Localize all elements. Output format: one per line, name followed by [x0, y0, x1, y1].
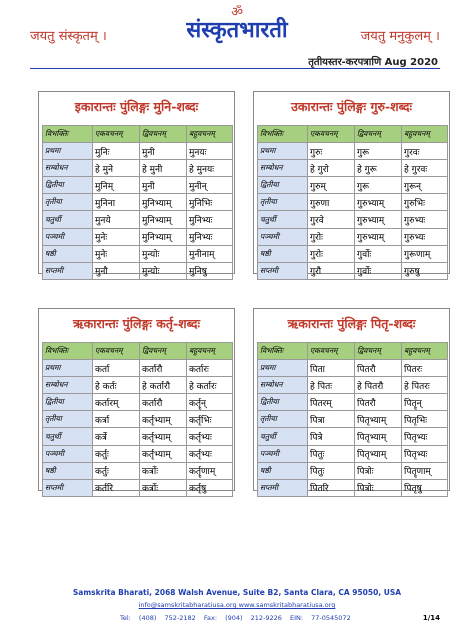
table-row: [43, 428, 233, 445]
header-right-motto: जयतु मनुकुलम् ।: [360, 29, 440, 44]
form-cell: कर्त्रा: [93, 411, 140, 428]
form-cell: कर्तृभ्याम्: [140, 428, 187, 445]
case-label: सप्तमी: [258, 479, 308, 496]
table-row: [258, 262, 448, 279]
table-row: [43, 360, 233, 377]
case-label: प्रथमा: [258, 360, 308, 377]
form-cell: मुनी: [140, 177, 187, 194]
table-row: [258, 245, 448, 262]
declension-table: [42, 342, 233, 497]
case-label: तृतीया: [258, 194, 308, 211]
form-cell: पितुः: [308, 445, 355, 462]
form-cell: मुनेः: [93, 245, 140, 262]
case-label: पञ्चमी: [43, 445, 93, 462]
form-cell: पितरौ: [355, 394, 402, 411]
form-cell: पित्रे: [308, 428, 355, 445]
case-label: सम्बोधन: [258, 160, 308, 177]
column-header: एकवचनम्: [93, 343, 140, 360]
case-label: सम्बोधन: [43, 377, 93, 394]
declension-panel-muni: [38, 91, 235, 278]
table-row: [43, 211, 233, 228]
column-header: एकवचनम्: [308, 126, 355, 143]
case-label: सप्तमी: [43, 262, 93, 279]
table-row: [258, 211, 448, 228]
case-label: सप्तमी: [43, 479, 93, 496]
form-cell: पितृभ्यः: [402, 445, 448, 462]
form-cell: पितॄन्: [402, 394, 448, 411]
form-cell: हे गुरो: [308, 160, 355, 177]
form-cell: कर्त्रे: [93, 428, 140, 445]
form-cell: मुनेः: [93, 228, 140, 245]
column-header: द्विवचनम्: [140, 343, 187, 360]
form-cell: मुनिभिः: [187, 194, 233, 211]
case-label: तृतीया: [43, 411, 93, 428]
form-cell: कर्तुः: [93, 445, 140, 462]
table-row: [43, 143, 233, 160]
form-cell: गुरुभ्यः: [402, 211, 448, 228]
form-cell: कर्तृभ्यः: [187, 428, 233, 445]
case-label: प्रथमा: [43, 143, 93, 160]
form-cell: गुरुभ्याम्: [355, 194, 402, 211]
form-cell: कर्तारम्: [93, 394, 140, 411]
case-label: षष्ठी: [43, 462, 93, 479]
footer-contact: [120, 614, 351, 622]
form-cell: कर्तुः: [93, 462, 140, 479]
table-row: [258, 445, 448, 462]
form-cell: पितॄणाम्: [402, 462, 448, 479]
table-row: [43, 411, 233, 428]
form-cell: गुरोः: [308, 245, 355, 262]
table-row: [258, 360, 448, 377]
table-row: [43, 194, 233, 211]
panel-title: इकारान्तः पुंलिङ्गः मुनि-शब्दः: [74, 99, 199, 114]
column-header: विभक्तिः: [258, 126, 308, 143]
table-row: [258, 228, 448, 245]
table-header-row: [43, 343, 233, 360]
form-cell: गुरून्: [402, 177, 448, 194]
table-row: [258, 411, 448, 428]
form-cell: मुन्योः: [140, 262, 187, 279]
case-label: द्वितीया: [258, 177, 308, 194]
form-cell: पित्रा: [308, 411, 355, 428]
form-cell: हे मुनयः: [187, 160, 233, 177]
om-symbol: ॐ: [231, 5, 243, 20]
form-cell: हे पितः: [308, 377, 355, 394]
case-label: सम्बोधन: [258, 377, 308, 394]
declension-panel-pitri: [253, 308, 450, 495]
column-header: एकवचनम्: [93, 126, 140, 143]
column-header: बहुवचनम्: [187, 126, 233, 143]
column-header: द्विवचनम्: [355, 126, 402, 143]
table-row: [43, 479, 233, 496]
case-label: प्रथमा: [43, 360, 93, 377]
form-cell: गुरूणाम्: [402, 245, 448, 262]
column-header: बहुवचनम्: [402, 126, 448, 143]
page-header: [0, 0, 474, 90]
footer-links: [0, 601, 474, 609]
form-cell: हे कर्तारः: [187, 377, 233, 394]
declension-panel-kartri: [38, 308, 235, 495]
form-cell: कर्तॄन्: [187, 394, 233, 411]
table-row: [43, 377, 233, 394]
form-cell: मुनिभ्याम्: [140, 228, 187, 245]
form-cell: पितृभ्यः: [402, 428, 448, 445]
declension-table: [257, 342, 448, 497]
form-cell: गुरवः: [402, 143, 448, 160]
worksheet-subtitle: तृतीयस्तर-करपत्राणि Aug 2020: [308, 57, 438, 68]
form-cell: पितृभिः: [402, 411, 448, 428]
form-cell: मुनौ: [93, 262, 140, 279]
declension-table: [42, 125, 233, 280]
footer-website-link[interactable]: www.samskritabharatiusa.org: [238, 601, 336, 609]
form-cell: कर्त्रोः: [140, 462, 187, 479]
form-cell: कर्तृभिः: [187, 411, 233, 428]
case-label: चतुर्थी: [258, 211, 308, 228]
form-cell: हे कर्तः: [93, 377, 140, 394]
form-cell: गुरुषु: [402, 262, 448, 279]
panel-title: ऋकारान्तः पुंलिङ्गः कर्तृ-शब्दः: [72, 316, 201, 331]
table-row: [43, 228, 233, 245]
case-label: द्वितीया: [43, 394, 93, 411]
form-cell: कर्तारः: [187, 360, 233, 377]
table-row: [258, 462, 448, 479]
case-label: चतुर्थी: [43, 211, 93, 228]
case-label: द्वितीया: [43, 177, 93, 194]
form-cell: पितृषु: [402, 479, 448, 496]
form-cell: गुरोः: [308, 228, 355, 245]
form-cell: गुरौ: [308, 262, 355, 279]
table-header-row: [258, 343, 448, 360]
table-row: [43, 177, 233, 194]
column-header: बहुवचनम्: [402, 343, 448, 360]
case-label: षष्ठी: [43, 245, 93, 262]
footer-ein: EIN: 77-0545072: [290, 614, 351, 622]
form-cell: गुरुभ्याम्: [355, 211, 402, 228]
footer-tel: Tel: (408) 752-2182: [120, 614, 196, 622]
case-label: सप्तमी: [258, 262, 308, 279]
form-cell: गुरुणा: [308, 194, 355, 211]
table-row: [258, 428, 448, 445]
table-row: [258, 194, 448, 211]
table-header-row: [43, 126, 233, 143]
form-cell: हे पितरौ: [355, 377, 402, 394]
form-cell: मुनिः: [93, 143, 140, 160]
declension-table: [257, 125, 448, 280]
table-header-row: [258, 126, 448, 143]
header-left-motto: जयतु संस्कृतम् ।: [30, 29, 107, 44]
case-label: प्रथमा: [258, 143, 308, 160]
form-cell: गुरुम्: [308, 177, 355, 194]
case-label: चतुर्थी: [43, 428, 93, 445]
table-row: [43, 245, 233, 262]
form-cell: कर्तॄणाम्: [187, 462, 233, 479]
case-label: पञ्चमी: [258, 445, 308, 462]
page-footer: [0, 578, 474, 632]
form-cell: पित्रोः: [355, 462, 402, 479]
form-cell: पितरम्: [308, 394, 355, 411]
column-header: बहुवचनम्: [187, 343, 233, 360]
column-header: विभक्तिः: [258, 343, 308, 360]
form-cell: गुरुभिः: [402, 194, 448, 211]
table-row: [258, 143, 448, 160]
case-label: षष्ठी: [258, 245, 308, 262]
form-cell: कर्तारौ: [140, 360, 187, 377]
form-cell: कर्तृभ्याम्: [140, 411, 187, 428]
column-header: विभक्तिः: [43, 343, 93, 360]
form-cell: कर्तृषु: [187, 479, 233, 496]
case-label: षष्ठी: [258, 462, 308, 479]
form-cell: हे मुने: [93, 160, 140, 177]
form-cell: हे पितरः: [402, 377, 448, 394]
table-row: [43, 160, 233, 177]
form-cell: कर्त्रोः: [140, 479, 187, 496]
form-cell: हे कर्तारौ: [140, 377, 187, 394]
table-row: [258, 394, 448, 411]
form-cell: गुर्वोः: [355, 262, 402, 279]
case-label: तृतीया: [43, 194, 93, 211]
form-cell: पितरः: [402, 360, 448, 377]
form-cell: मुनिना: [93, 194, 140, 211]
form-cell: गुरू: [355, 177, 402, 194]
form-cell: हे मुनी: [140, 160, 187, 177]
form-cell: पितरौ: [355, 360, 402, 377]
table-row: [258, 479, 448, 496]
form-cell: हे गुरू: [355, 160, 402, 177]
form-cell: मुनिभ्यः: [187, 228, 233, 245]
form-cell: पित्रोः: [355, 479, 402, 496]
form-cell: कर्तृभ्याम्: [140, 445, 187, 462]
form-cell: पितृभ्याम्: [355, 411, 402, 428]
form-cell: कर्ता: [93, 360, 140, 377]
form-cell: कर्तारौ: [140, 394, 187, 411]
column-header: द्विवचनम्: [140, 126, 187, 143]
case-label: पञ्चमी: [258, 228, 308, 245]
table-row: [258, 177, 448, 194]
case-label: सम्बोधन: [43, 160, 93, 177]
form-cell: मुनीनाम्: [187, 245, 233, 262]
declension-panel-guru: [253, 91, 450, 278]
form-cell: मुनये: [93, 211, 140, 228]
table-row: [43, 262, 233, 279]
table-row: [43, 445, 233, 462]
header-divider: [30, 68, 440, 69]
brand-title: संस्कृतभारती: [186, 18, 288, 43]
column-header: एकवचनम्: [308, 343, 355, 360]
table-row: [258, 377, 448, 394]
form-cell: मुनी: [140, 143, 187, 160]
table-row: [43, 394, 233, 411]
table-row: [43, 462, 233, 479]
form-cell: पितरि: [308, 479, 355, 496]
form-cell: मुनिभ्यः: [187, 211, 233, 228]
form-cell: मुन्योः: [140, 245, 187, 262]
column-header: द्विवचनम्: [355, 343, 402, 360]
form-cell: पितृभ्याम्: [355, 445, 402, 462]
page-number: 1/14: [422, 614, 440, 622]
form-cell: मुनीन्: [187, 177, 233, 194]
panel-title: ऋकारान्तः पुंलिङ्गः पितृ-शब्दः: [287, 316, 416, 331]
form-cell: गुरुभ्यः: [402, 228, 448, 245]
case-label: पञ्चमी: [43, 228, 93, 245]
form-cell: पितुः: [308, 462, 355, 479]
form-cell: गुरुः: [308, 143, 355, 160]
form-cell: मुनिभ्याम्: [140, 194, 187, 211]
footer-address: Samskrita Bharati, 2068 Walsh Avenue, Suite B2, Santa Clara, CA 95050, USA: [72, 588, 402, 597]
form-cell: मुनयः: [187, 143, 233, 160]
form-cell: गुर्वोः: [355, 245, 402, 262]
form-cell: गुरवे: [308, 211, 355, 228]
form-cell: मुनिभ्याम्: [140, 211, 187, 228]
form-cell: हे गुरवः: [402, 160, 448, 177]
form-cell: गुरुभ्याम्: [355, 228, 402, 245]
form-cell: मुनिम्: [93, 177, 140, 194]
case-label: तृतीया: [258, 411, 308, 428]
form-cell: पितृभ्याम्: [355, 428, 402, 445]
table-row: [258, 160, 448, 177]
column-header: विभक्तिः: [43, 126, 93, 143]
panel-title: उकारान्तः पुंलिङ्गः गुरु-शब्दः: [290, 99, 413, 114]
form-cell: पिता: [308, 360, 355, 377]
case-label: चतुर्थी: [258, 428, 308, 445]
form-cell: गुरू: [355, 143, 402, 160]
case-label: द्वितीया: [258, 394, 308, 411]
footer-email-link[interactable]: info@samskritabharatiusa.org: [138, 601, 237, 609]
form-cell: कर्तरि: [93, 479, 140, 496]
form-cell: मुनिषु: [187, 262, 233, 279]
form-cell: कर्तृभ्यः: [187, 445, 233, 462]
footer-fax: Fax: (904) 212-9226: [203, 614, 282, 622]
